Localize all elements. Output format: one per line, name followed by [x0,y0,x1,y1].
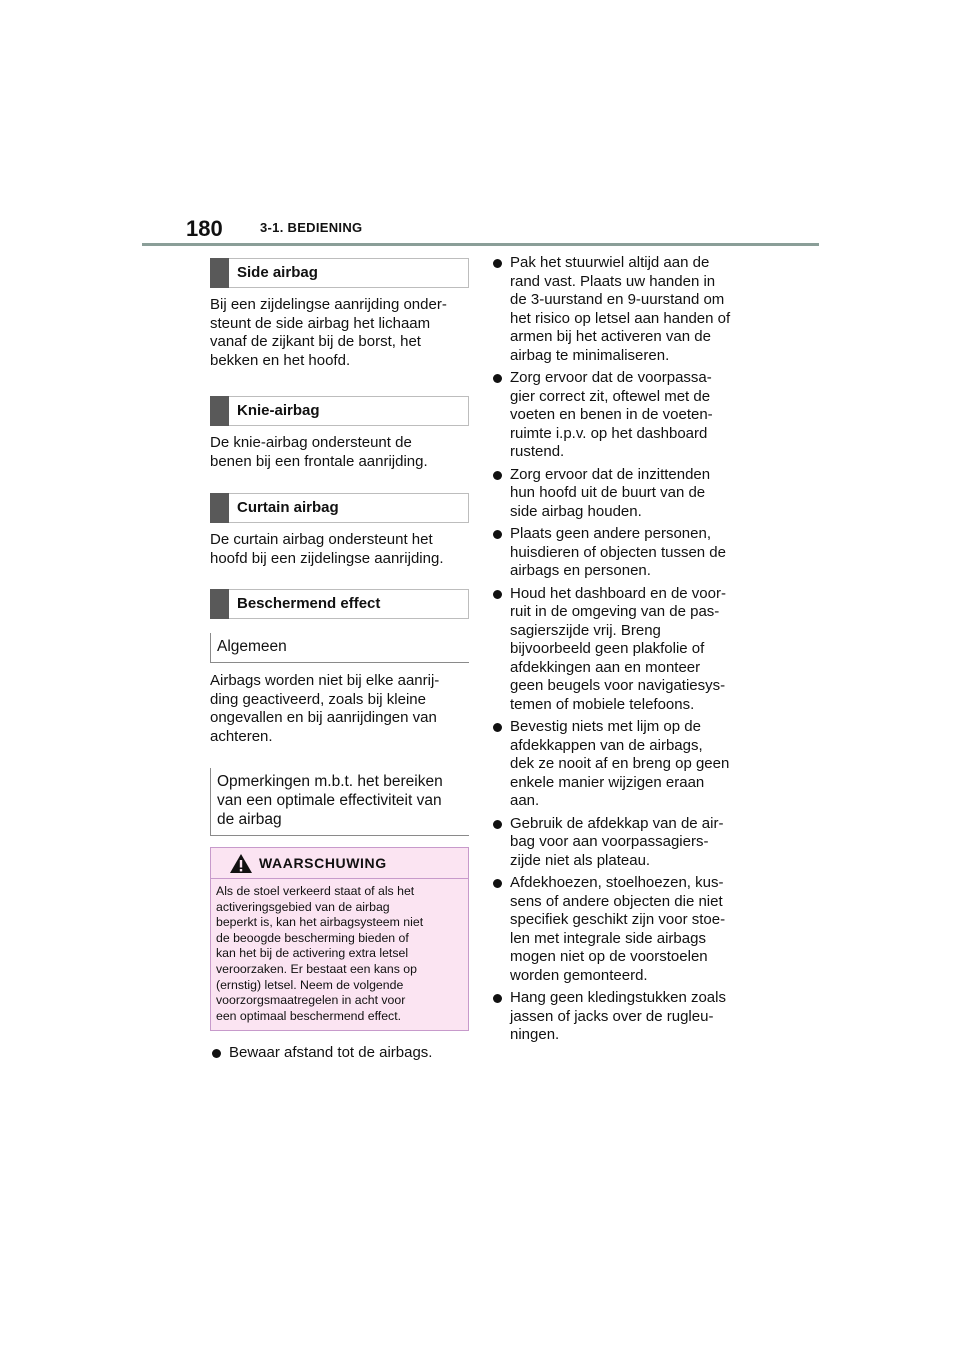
bullet-dot-icon [493,820,502,829]
algemeen-text [210,672,469,746]
text-line: de beoogde bescherming bieden of [216,930,409,945]
text-line: hun hoofd uit de buurt van de [510,484,706,501]
text-line: Als de stoel verkeerd staat of als het [216,884,415,898]
chapter-title: 3-1. BEDIENING [260,220,363,235]
text-line: temen of mobiele telefoons. [510,695,695,713]
warning-triangle-icon [229,853,253,874]
warning-header [211,848,468,879]
bullet-item [491,718,751,811]
text-line: Afdekhoezen, stoelhoezen, kus- [510,874,724,891]
text-line: bekken en het hoofd. [210,351,351,369]
text-line: jassen of jacks over de rugleu- [510,1007,714,1025]
subsection-title-line: van een optimale effectiviteit van [217,792,442,809]
subsection-title-line: Opmerkingen m.b.t. het bereiken [217,773,443,790]
text-line: bijvoorbeeld geen plakfolie of [510,640,705,657]
text-line: (ernstig) letsel. Neem de volgende [216,977,404,992]
text-line: airbag te minimaliseren. [510,346,670,364]
text-line: Gebruik de afdekkap van de air- [510,814,724,832]
text-line: len met integrale side airbags [510,929,706,947]
section-bar [210,589,229,619]
bullet-dot-icon [493,530,502,539]
knie-airbag-text [210,434,469,471]
left-column [210,258,469,1063]
text-line: de 3-uurstand en 9-uurstand om [510,291,725,308]
text-line: voorzorgsmaatregelen in acht voor [216,993,406,1008]
header-rule [142,243,819,246]
bullet-dot-icon [212,1049,221,1058]
curtain-airbag-text [210,531,469,568]
text-line: mogen niet op de voorstoelen [510,948,708,965]
text-line: Bij een zijdelingse aanrijding onder- [210,296,447,313]
text-line: beperkt is, kan het airbagsysteem niet [216,915,424,930]
subsection-title-line: de airbag [217,811,282,828]
subsection-opmerkingen [210,768,469,836]
warning-text [211,879,468,1030]
text-line: ningen. [510,1026,560,1043]
text-line: Zorg ervoor dat de voorpassa- [510,369,712,386]
subsection-algemeen [210,633,469,663]
text-line: dek ze nooit af en breng op geen [510,755,730,772]
text-line: zijde niet als plateau. [510,851,651,869]
bullet-item [491,254,751,365]
text-line: Hang geen kledingstukken zoals [510,989,726,1006]
text-line: airbags en personen. [510,562,651,579]
section-curtain-airbag [210,493,469,523]
section-title: Beschermend effect [237,595,381,612]
text-line: enkele manier wijzigen eraan [510,773,705,791]
right-column [491,254,751,1049]
warning-box [210,847,469,1031]
text-line: De curtain airbag ondersteunt het [210,531,433,548]
text-line: armen bij het activeren van de [510,328,711,345]
section-side-airbag [210,258,469,288]
section-knie-airbag [210,396,469,426]
bullet-item [491,874,751,985]
bullet-item [491,585,751,715]
text-line: ding geactiveerd, zoals bij kleine [210,690,426,708]
text-line: achteren. [210,727,273,745]
text-line: voeten en benen in de voeten- [510,406,713,423]
text-line: benen bij een frontale aanrijding. [210,452,428,470]
subsection-title: Algemeen [217,638,287,655]
warning-title: WAARSCHUWING [259,855,387,871]
text-line: veroorzaken. Er bestaat een kans op [216,961,417,976]
text-line: Houd het dashboard en de voor- [510,584,726,602]
text-line: sagierszijde vrij. Breng [510,621,661,639]
text-line: afdekkingen aan en monteer [510,658,701,676]
text-line: worden gemonteerd. [510,966,648,984]
section-title: Knie-airbag [237,402,320,419]
text-line: hoofd bij een zijdelingse aanrijding. [210,549,444,567]
text-line: geen beugels voor navigatiesys- [510,677,726,694]
bullet-dot-icon [493,723,502,732]
page-number: 180 [186,216,223,241]
section-bar [210,396,229,426]
text-line: Pak het stuurwiel altijd aan de [510,254,710,271]
bullet-item [491,525,751,581]
text-line: rand vast. Plaats uw handen in [510,272,716,290]
text-line: Airbags worden niet bij elke aanrij- [210,672,440,689]
text-line: Bevestig niets met lijm op de [510,718,701,735]
text-line: sens of andere objecten die niet [510,892,723,910]
bullet-dot-icon [493,590,502,599]
bullet-dot-icon [493,994,502,1003]
bullet-dot-icon [493,374,502,383]
text-line: side airbag houden. [510,502,642,520]
bullet-item [210,1044,469,1063]
text-line: specifiek geschikt zijn voor stoe- [510,911,726,928]
text-line: rustend. [510,443,565,460]
section-beschermend-effect [210,589,469,619]
text-line: Zorg ervoor dat de inzittenden [510,465,711,483]
bullet-item [491,815,751,871]
text-line: afdekkappen van de airbags, [510,736,703,754]
section-bar [210,258,229,288]
bullet-dot-icon [493,259,502,268]
text-line: steunt de side airbag het lichaam [210,314,431,332]
text-line: gier correct zit, oftewel met de [510,387,711,405]
text-line: Plaats geen andere personen, [510,525,711,542]
side-airbag-text [210,296,469,370]
text-line: ruit in de omgeving van de pas- [510,603,720,620]
text-line: bag voor aan voorpassagiers- [510,833,709,850]
section-title: Curtain airbag [237,499,339,516]
section-title: Side airbag [237,264,318,281]
bullet-dot-icon [493,879,502,888]
text-line: kan het bij de activering extra letsel [216,946,409,961]
text-line: De knie-airbag ondersteunt de [210,434,412,451]
text-line: huisdieren of objecten tussen de [510,543,726,561]
section-bar [210,493,229,523]
bullet-dot-icon [493,471,502,480]
bullet-item [491,466,751,522]
text-line: activeringsgebied van de airbag [216,899,390,914]
page-header [186,216,819,246]
text-line: vanaf de zijkant bij de borst, het [210,333,421,350]
text-line: Bewaar afstand tot de airbags. [229,1044,433,1062]
text-line: het risico op letsel aan handen of [510,309,731,327]
text-line: aan. [510,792,540,809]
bullet-item [491,369,751,462]
bullet-item [491,989,751,1045]
text-line: ruimte i.p.v. op het dashboard [510,424,708,442]
text-line: een optimaal beschermend effect. [216,1008,402,1023]
text-line: ongevallen en bij aanrijdingen van [210,709,437,726]
